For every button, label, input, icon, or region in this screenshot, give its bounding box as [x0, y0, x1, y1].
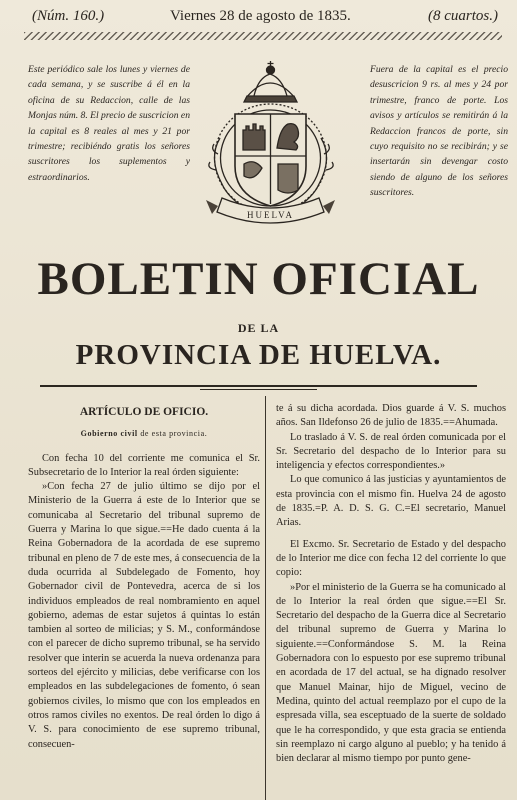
article-paragraph: te á su dicha acordada. Dios guarde á V. S. muchos años. San Ildefonso 26 de julio de 1835.==Ahumada.: [276, 403, 506, 429]
newspaper-subtitle: PROVINCIA DE HUELVA.: [75, 339, 442, 371]
issue-price: (8 cuartos.): [428, 8, 498, 24]
ornamental-border: [24, 32, 502, 40]
masthead-short-rule: [200, 389, 317, 390]
article-paragraph: Lo que comunico á las justicias y ayuntamientos de esta provincia con el mismo fin. Huelva 24 de agosto de 1835.=P. A. D. S. G. C.=El secretario, Manuel Arias.: [276, 474, 506, 529]
newspaper-title: BOLETIN OFICIAL: [37, 253, 480, 305]
subscription-info-left: Este periódico sale los lunes y viernes de cada semana, y se suscribe á él en la oficina de su Redaccion, calle de las Monjas núm. 8. El precio de suscricion en la capital es 8 reales al mes y 21 por trimestre; recibiéndo gratis los señores suscritores los suplementos y estraordinarios.: [28, 64, 190, 183]
article-paragraph: Con fecha 10 del corriente me comunica el Sr. Subsecretario de lo Interior la real órden siguiente:: [28, 452, 260, 478]
issue-number: (Núm. 160.): [32, 8, 105, 24]
article-paragraph: »Por el ministerio de la Guerra se ha comunicado al de lo Interior la real órden que sigue.==El Sr. Secretario del despacho de la Guerra dice al Secretario del tribunal supremo de Guerra y Marina lo siguiente.==Conformándose S. M. la Reina Gobernadora con lo espuesto por ese supremo tribunal en acordada de 17 del actual, se ha dignado resolver que Manuel Mainar, hijo de Miguel, vecino de Medina, quinto del actual reemplazo por el cupo de la espresada villa, sea esceptuado de la suerte de soldado que le ha correspondido, y que esta gracia se entienda sin reemplazo ni cargo alguno al pueblo; y ha tenido á bien declarar al mismo tiempo por punto gene-: [276, 581, 506, 765]
article-column-right: [276, 402, 506, 766]
column-divider: [265, 396, 266, 800]
article-paragraph: El Excmo. Sr. Secretario de Estado y del despacho de lo Interior me dice con fecha 12 del corriente lo que copio:: [276, 538, 506, 579]
article-paragraph: Lo traslado á V. S. de real órden comunicada por el Sr. Secretario del despacho de lo Interior para su inteligencia y efectos correspondientes.»: [276, 431, 506, 472]
article-heading: ARTÍCULO DE OFICIO.: [79, 406, 209, 418]
section-heading: Gobierno civil de esta provincia.: [80, 429, 208, 439]
title-connector: DE LA: [237, 321, 280, 335]
issue-header: [0, 8, 517, 30]
coat-of-arms-icon: [188, 58, 353, 236]
crest-ribbon-text: HUELVA: [246, 210, 295, 220]
article-column-left: [28, 402, 260, 752]
masthead-rule: [40, 385, 477, 387]
issue-date: Viernes 28 de agosto de 1835.: [170, 8, 351, 24]
subscription-info-right: Fuera de la capital es el precio desuscricion 9 rs. al mes y 24 por trimestre, franco de porte. Los avisos y artículos se remitirán á la Redaccion francos de porte, sin cuyo requisito no se recibirán; y se insertarán sin devengar costo siendo de alguno de los señores suscritores.: [370, 64, 508, 199]
article-paragraph: »Con fecha 27 de julio último se dijo por el Ministerio de la Guerra á este de lo Interior que se comunicaba al Secretario del tribunal supremo de Guerra y Marina lo que sigue.==He dado cuenta á la Reina Gobernadora de la acordada de ese supremo tribunal en pleno de 7 de este mes, á consecuencia de la duda ocurrida al Subdelegado de Fomento, hoy Gobernador civil de Pontevedra, acerca de si los individuos empleados de real nombramiento en aquel gobierno, ademas de estar sujetos á quintas lo están tambien al sorteo de milicias; y S. M., conformándose con el parecer de dicho supremo tribunal, se ha servido resolver que interin se acuerda la nueva ordenanza para sorteos del ejército y milicias, debe verificarse con los empleados en las subdelegaciones de fomento, ó sean gobiernos civiles, lo mismo que con los empleados en otros ramos civiles no exentos. De real órden lo digo á V. S. para conocimiento de ese supremo tribunal, consecuen-: [28, 481, 260, 750]
